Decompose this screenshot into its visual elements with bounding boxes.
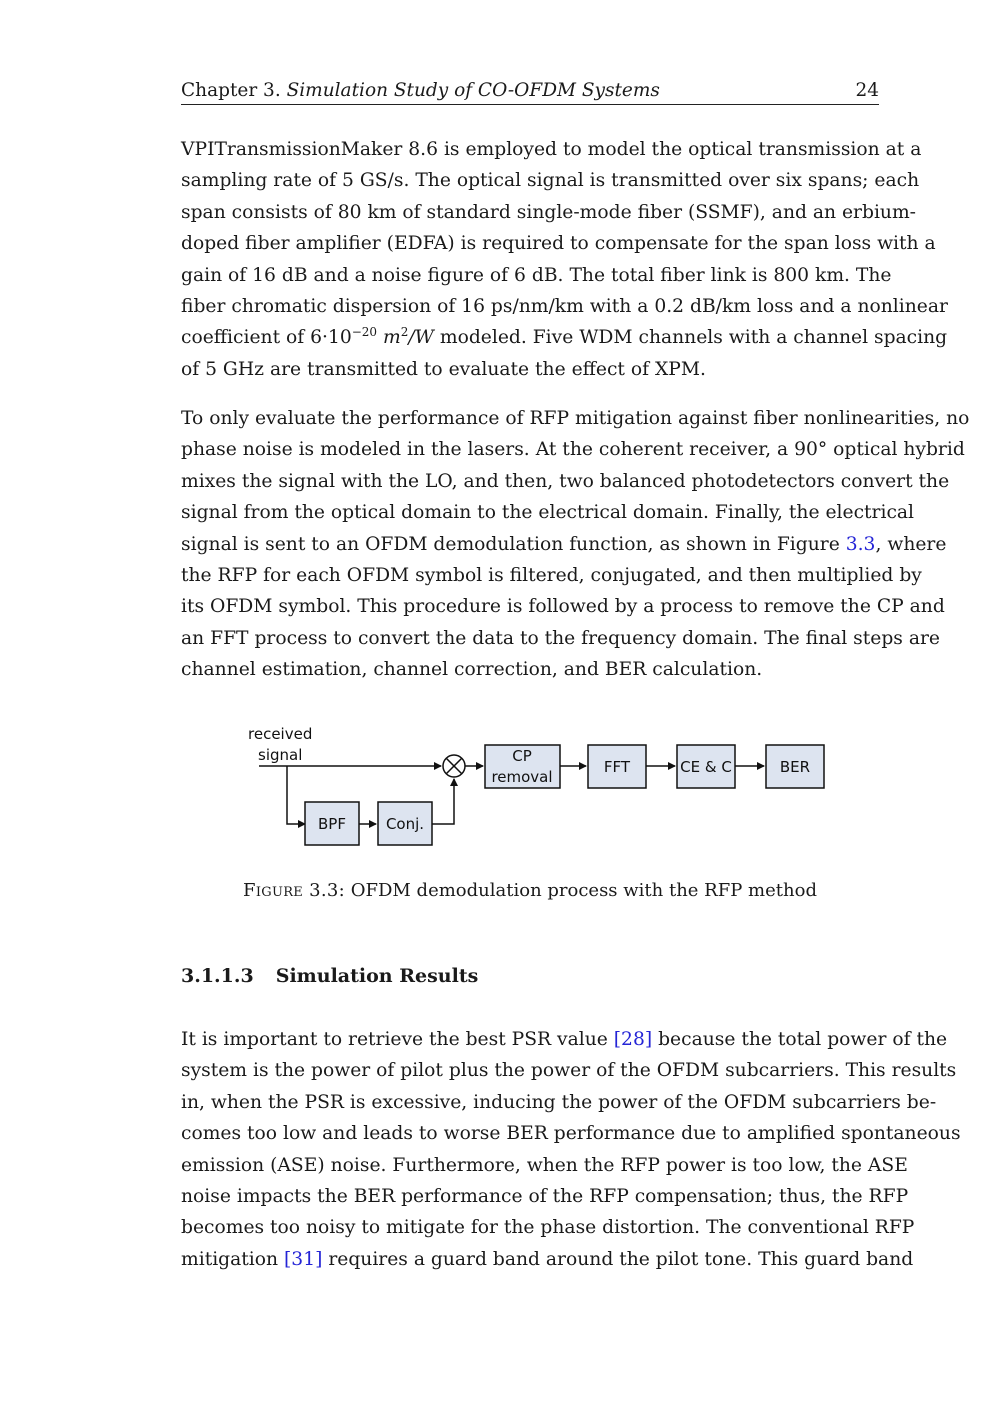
text-line: signal is sent to an OFDM demodulation function, as shown in Figure 3.3, where	[181, 533, 947, 555]
caption-label: Figure 3.3:	[243, 880, 345, 901]
section-title: Simulation Results	[275, 965, 479, 987]
text-line: noise impacts the BER performance of the RFP compensation; thus, the RFP	[181, 1186, 909, 1208]
text-line: mitigation [31] requires a guard band around the pilot tone. This guard band	[181, 1248, 914, 1270]
figure-reference-link[interactable]: 3.3	[845, 533, 876, 555]
block-diagram	[181, 712, 879, 862]
figure-caption	[181, 880, 879, 901]
page-number: 24	[855, 80, 879, 101]
block-removal-label: removal	[491, 768, 553, 786]
block-cp-label: CP	[512, 747, 532, 765]
text-line: its OFDM symbol. This procedure is followed by a process to remove the CP and	[181, 596, 945, 618]
text-line: doped fiber amplifier (EDFA) is required to compensate for the span loss with a	[181, 233, 936, 255]
text-line: mixes the signal with the LO, and then, two balanced photodetectors convert the	[181, 470, 950, 492]
page-header	[181, 80, 879, 105]
text-line: in, when the PSR is excessive, inducing the power of the OFDM subcarriers be-	[181, 1091, 937, 1113]
caption-text: OFDM demodulation process with the RFP method	[345, 880, 817, 901]
text-line: comes too low and leads to worse BER performance due to amplified spontaneous	[181, 1123, 961, 1145]
running-title: Chapter 3. Simulation Study of CO-OFDM Systems	[181, 80, 660, 101]
text-line: gain of 16 dB and a noise figure of 6 dB. The total fiber link is 800 km. The	[181, 264, 892, 286]
text-line: an FFT process to convert the data to the frequency domain. The final steps are	[181, 627, 940, 649]
paragraph-receiver	[181, 403, 970, 686]
paragraph-simulation-setup	[181, 134, 948, 385]
text-line: It is important to retrieve the best PSR value [28] because the total power of the	[181, 1029, 948, 1050]
citation-link[interactable]: [31]	[284, 1248, 323, 1270]
text-line: To only evaluate the performance of RFP mitigation against fiber nonlinearities, no	[181, 408, 970, 429]
paragraph-results	[181, 1024, 961, 1275]
section-heading	[181, 965, 478, 987]
text-line: emission (ASE) noise. Furthermore, when the RFP power is too low, the ASE	[181, 1154, 908, 1176]
block-cec-label: CE & C	[680, 758, 732, 776]
text-line: the RFP for each OFDM symbol is filtered, conjugated, and then multiplied by	[181, 565, 922, 587]
text-line: coefficient of $6\cdot 10^{-20}$ $m^2/W$ modeled. Five WDM channels with a channel spacing	[181, 325, 948, 349]
text-line: of 5 GHz are transmitted to evaluate the effect of XPM.	[181, 358, 706, 380]
block-ber-label: BER	[779, 758, 811, 776]
signal-arrow-branch	[287, 766, 305, 824]
text-line: phase noise is modeled in the lasers. At the coherent receiver, a 90° optical hybrid	[181, 439, 965, 461]
figure-ofdm-demodulation	[181, 712, 879, 862]
input-label-line1: received	[248, 725, 313, 743]
text-line: system is the power of pilot plus the power of the OFDM subcarriers. This results	[181, 1060, 957, 1082]
block-fft-label: FFT	[603, 758, 631, 776]
block-bpf-label: BPF	[318, 815, 346, 833]
text-line: fiber chromatic dispersion of 16 ps/nm/km with a 0.2 dB/km loss and a nonlinear	[181, 296, 948, 318]
text-line: VPITransmissionMaker 8.6 is employed to model the optical transmission at a	[181, 139, 922, 160]
block-conj-label: Conj.	[385, 815, 425, 833]
text-line: becomes too noisy to mitigate for the phase distortion. The conventional RFP	[181, 1217, 915, 1239]
arrow-conj-to-mixer	[432, 779, 454, 824]
text-line: channel estimation, channel correction, and BER calculation.	[181, 659, 763, 681]
text-line: sampling rate of 5 GS/s. The optical signal is transmitted over six spans; each	[181, 170, 920, 192]
section-number: 3.1.1.3	[181, 965, 254, 987]
text-line: span consists of 80 km of standard single-mode fiber (SSMF), and an erbium-	[181, 201, 916, 223]
input-label-line2: signal	[258, 746, 303, 764]
text-line: signal from the optical domain to the electrical domain. Finally, the electrical	[181, 502, 915, 524]
citation-link[interactable]: [28]	[613, 1029, 653, 1050]
